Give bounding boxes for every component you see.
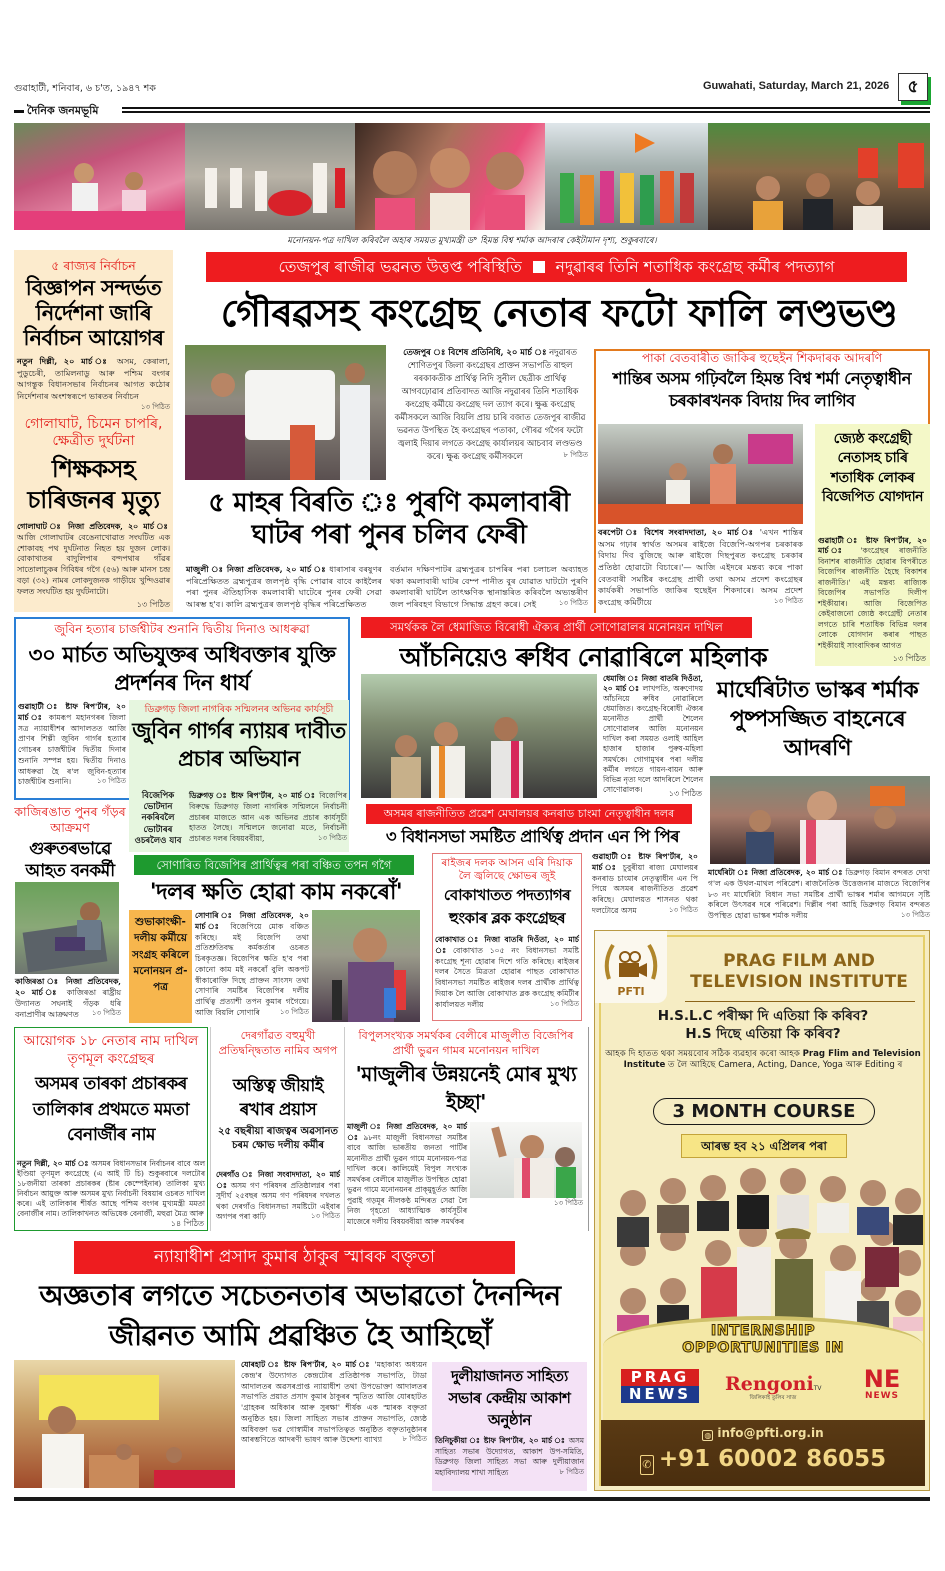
lead-photo — [185, 345, 386, 480]
npp-headline: ৩ বিধানসভা সমষ্টিত প্ৰাৰ্থিত্ব প্ৰদান এন পি পিৰ — [385, 827, 680, 846]
golaghat-text: আজি গোলাঘাটৰ বেঙেনাখোৱাত সংঘটিত এক শোকাবহ পথ দুৰ্ঘটনাত নিহত হয় দুজন লোক। বোকাখাতৰ বাদুলিপাৰ বন্দপথাৰ গাঁৱৰ সাতোলাচুকৰ গিবিধৰ গগৈ (৫৬) আৰু মানস চন্দ্ৰ বড়া (৩২) নামৰ লোকদুজনক গাড়ীয়ে খুন্দিওৱাৰ ফলত সংঘটিত হয় দুৰ্ঘটনাটো। — [17, 532, 170, 596]
zubeen-court-dateline: গুৱাহাটী ঃ ষ্টাফ ৰিপ'ৰ্টাৰ, ২০ মাৰ্চ ঃ — [18, 702, 126, 722]
barpeta-photo — [598, 424, 803, 524]
continued-label: ১৩ পিঠিত — [549, 999, 579, 1008]
rengoni-logo-text: Rengoni — [725, 1373, 814, 1395]
margherita-dateline: মাৰ্ঘেৰিটা ঃ নিজা প্ৰতিবেদক, ২০ মাৰ্চ ঃ — [708, 868, 843, 877]
tmc-body — [17, 1159, 205, 1217]
zubeen-court-kicker: জুবিন হত্যাৰ চাৰ্জশ্বীটৰ শুনানি দ্বিতীয় দিনাও আধৰুৱা — [54, 622, 310, 636]
column-rule — [210, 1027, 211, 1231]
photo-rally-2 — [185, 123, 355, 230]
page-bottom-rule — [14, 1497, 930, 1501]
barpeta-body — [598, 527, 803, 611]
election-ads-kicker: ৫ ৰাজ্যৰ নিৰ্বাচন — [51, 258, 136, 273]
rengoni-tv-text: TV — [813, 1385, 822, 1392]
golaghat-headline: শিক্ষকসহ চাৰিজনৰ মৃত্যু — [27, 455, 160, 515]
dhemaji-banner: সমৰ্থকক লৈ ধেমাজিত বিৰোধী ঐক্যৰ প্ৰাৰ্থী সোণোৱালৰ মনোনয়ন দাখিল — [361, 617, 752, 638]
agp-subhead: ২৫ বছৰীয়া ৰাজত্বৰ অৱসানত চৰম ক্ষোভ দলীয় কৰ্মীৰ — [217, 1126, 339, 1151]
duliajan-headline: দুলীয়াজানত সাহিত্য সভাৰ কেন্দ্ৰীয় আকাশ অনুষ্ঠান — [448, 1367, 571, 1429]
dhemaji-photo — [361, 674, 597, 798]
sonari-dateline: সোণাৰি ঃ নিজা প্ৰতিবেদক, ২০ মাৰ্চ ঃ — [195, 911, 309, 931]
ne-news-logo-top: NE — [863, 1365, 901, 1393]
dhemaji-dateline: ধেমাজি ঃ নিজা বাতৰি দিওঁতা, ২০ মাৰ্চ ঃ — [603, 674, 703, 694]
duliajan-body — [435, 1436, 584, 1490]
ferry-body-col1 — [186, 564, 382, 612]
sonari-text: বিজেপিয়ে মোক বঞ্চিত কৰিছে। মই বিজেপি তথা প্ৰতিশ্ৰুতিবদ্ধ কৰ্মকৰ্তাৰ ওচৰত চিৰকৃতজ্ঞ। বিজেপিৰ ক্ষতি হ'ব পৰা কোনো কাম মই নকৰোঁ বুলি অকপট স্বীকাৰোক্তি দিছে প্ৰাক্তন সাংসদ তথা সোণাৰি সমষ্টিৰ বিজেপিৰ দলীয় প্ৰাৰ্থিত্ব প্ৰত্যাশী তপন কুমাৰ গগৈয়ে। আজি বিয়লি সোণাৰি — [195, 921, 310, 1018]
barpeta-dateline: বৰপেটা ঃ বিশেষ সংবাদদাতা, ২০ মাৰ্চ ঃ — [598, 527, 756, 537]
ne-news-logo-bottom: NEWS — [864, 1391, 900, 1401]
dhemaji-headline: আঁচনিয়েও ৰুধিব নোৱাৰিলে মহিলাক — [399, 643, 768, 673]
date-english: Guwahati, Saturday, March 21, 2026 — [703, 80, 890, 92]
duliajan-dateline: তিনিচুকীয়া ঃ ষ্টাফ ৰিপ'ৰ্টাৰ, ২০ মাৰ্চ ঃ — [435, 1436, 566, 1445]
square-bullet-icon — [533, 261, 545, 273]
prag-news-logo-top: PRAG — [621, 1369, 699, 1386]
lead-body — [392, 346, 588, 482]
continued-label: ৮ পিঠিত — [559, 1467, 584, 1476]
ad-internship-line1: INTERNSHIP — [710, 1323, 816, 1339]
zubeen-campaign-dateline: ডিব্ৰুগড় ঃ ষ্টাফ ৰিপ'ৰ্টাৰ, ২০ মাৰ্চ ঃ — [189, 791, 316, 800]
photo-rally-1 — [14, 123, 185, 230]
duliajan-text: অসম সাহিত্য সভাৰ উদ্যোগত, আকাশ উপ-সমিতি, ডিব্ৰুগড় জিলা সাহিত্য সভা আৰু দুলীয়াজান মহাবিদ্যালয় শাখা সাহিত্য — [435, 1436, 585, 1477]
sonari-photo — [312, 910, 420, 1022]
npp-body — [592, 852, 698, 926]
continued-label: ১৩ পিঠিত — [773, 596, 803, 605]
continued-label: ১৩ পিঠিত — [96, 777, 126, 786]
ferry-text-1: ধাৰাসাৰ বৰষুণৰ পৰিপ্ৰেক্ষিতত ব্ৰহ্মপুত্ৰৰ জলপৃষ্ঠ বৃদ্ধি পোৱাৰ বাবে কাইলৈৰ পৰা পুনৰ ঐতিহাসিক কমলাবাৰী ঘাটেৰে পুনৰ ফেৰী সেৱা আৰম্ভ হ'ব। কালি ব্ৰহ্মপুত্ৰৰ জলপৃষ্ঠ বৃদ্ধিৰ পৰিপ্ৰেক্ষিতত — [186, 564, 383, 609]
dhemaji-text: লাখপতি, অৰুণোদয় আঁচনিয়ে ৰুধিব নোৱাৰিলে ধেমাজিত। কংগ্ৰেছ-বিৰোধী ঐক্যৰ মনোনীত প্ৰাৰ্থী শৈলেন সোণোৱালৰ আজি মনোনয়ন দাখিল কৰা সময়ত ওলাই আহিল হাজাৰ হাজাৰ পুৰুষ-মহিলা সমৰ্থকে। গোগামুখৰ পৰা দলীয় কৰ্মীৰ লগতে গায়ন-বায়ন আৰু বিভিন্ন নৃত্য দলে আদৰিলে শৈলেন সোণোৱালক। — [603, 684, 703, 794]
zubeen-campaign-headline: জুবিন গাৰ্গৰ ন্যায়ৰ দাবীত প্ৰচাৰ অভিযান — [132, 719, 346, 772]
majuli-photo — [470, 1122, 582, 1198]
ad-description-prefix: আহক দি হাতত থকা সময়বোৰ সঠিক ব্যৱহাৰ কৰো আহক — [605, 1049, 800, 1059]
photo-rally-5 — [708, 123, 930, 230]
continued-label: ১৩ পিঠিত — [558, 598, 588, 607]
npp-dateline: গুৱাহাটী ঃ ষ্টাফ ৰিপ'ৰ্টাৰ, ২০ মাৰ্চ ঃ — [592, 852, 698, 872]
barpeta-headline: শান্তিৰ অসম গঢ়িবলৈ হিমন্ত বিশ্ব শৰ্মা নেতৃত্বাধীন চৰকাৰখনক বিদায় দিব লাগিব — [613, 369, 911, 411]
ad-title-line1: PRAG FILM AND — [723, 951, 875, 971]
phone-icon: ✆ — [640, 1455, 654, 1475]
photo-rally-3 — [355, 123, 545, 230]
ad-title — [671, 951, 927, 994]
golaghat-continued-label: ১৩ পিঠিত — [136, 600, 170, 609]
npp-banner: অসমৰ ৰাজনীতিত প্ৰৱেশ মেঘালয়ৰ কনৰাড চাংমা নেতৃত্বাধীন দলৰ — [366, 804, 692, 824]
margherita-photo — [710, 776, 930, 864]
tmc-kicker: আয়োগক ১৮ নেতাৰ নাম দাখিল তৃণমূল কংগ্ৰেছৰ — [23, 1033, 199, 1068]
agp-kicker: দেৰগাঁৱত বহুমুখী প্ৰতিদ্বন্দ্বিতাত নামিব অগপ — [218, 1029, 338, 1058]
lecture-body — [241, 1360, 427, 1488]
tmc-headline: অসমৰ তাৰকা প্ৰচাৰকৰ তালিকাৰ প্ৰথমতে মমতা বেনাৰ্জীৰ নাম — [32, 1074, 190, 1145]
kaziranga-kicker: কাজিৰঙাত পুনৰ গঁড়ৰ আক্ৰমণ — [14, 804, 126, 836]
continued-label: ১৩ পিঠিত — [279, 1008, 309, 1017]
bjp-joining-body — [818, 536, 927, 652]
ad-internship-heading — [595, 1323, 931, 1358]
continued-label: ১৩ পিঠিত — [317, 834, 347, 843]
lead-headline: গৌৰৱসহ কংগ্ৰেছ নেতাৰ ফটো ফালি লণ্ডভণ্ড — [220, 291, 898, 335]
lecture-photo — [14, 1360, 235, 1488]
continued-label: ১৩ পিঠিত — [553, 1199, 583, 1207]
ad-phone[interactable]: +91 60002 86055 — [658, 1446, 887, 1472]
golaghat-body — [17, 522, 170, 598]
election-ads-text: অসম, কেৰালা, পুডুচেৰী, তামিলনাডু আৰু পশ্চিম বংগৰ আগন্তুক বিধানসভাৰ নিৰ্বাচনৰ আগত কঠোৰ নিৰ্দেশনাৰ অংশস্বৰূপে ভাৰতৰ নিৰ্বাচন — [17, 356, 170, 401]
election-ads-headline: বিজ্ঞাপন সন্দৰ্ভত নিৰ্দেশনা জাৰি নিৰ্বাচন আয়োগৰ — [23, 276, 164, 351]
prag-news-logo-bottom: NEWS — [621, 1386, 699, 1403]
bokakhat-kicker: ৰাইজৰ দলক আসন এৰি দিয়াক লৈ জ্বলিছে ক্ষোভৰ জুই — [441, 857, 573, 882]
golaghat-dateline: গোলাঘাট ঃ নিজা প্ৰতিবেদক, ২০ মাৰ্চ ঃ — [17, 522, 170, 531]
bjp-joining-continued-label: ১৩ পিঠিত — [892, 654, 926, 663]
zubeen-campaign-kicker: ডিব্ৰুগড় জিলা নাগৰিক সন্মিলনৰ অভিনৱ কাৰ্যসূচী — [144, 704, 334, 715]
ad-internship-line2: OPPORTUNITIES IN — [682, 1340, 844, 1357]
bokakhat-body — [435, 935, 579, 1019]
ferry-text-2: বৰ্তমান দক্ষিণপাটৰ ব্ৰহ্মপুত্ৰৰ চাপৰিৰ পৰা চলাচল অব্যাহত থকা কমলাবাৰী ঘাটৰ বেম্প পানীত বুৰ যোৱাত ঘাটটো পুৰণি কমলাবাৰী ঘাটলৈ তাৎক্ষণিক স্থানান্তৰিত কৰিবলৈ অভ্যন্তৰীণ জল পৰিবহণ বিভাগে সিদ্ধান্ত গ্ৰহণ কৰে। সেই — [390, 564, 588, 609]
masthead-rule-2 — [122, 111, 930, 113]
sonari-banner: সোণাৰিত বিজেপিৰ প্ৰাৰ্থিত্বৰ পৰা বঞ্চিত তপন গগৈ — [134, 855, 414, 875]
kaziranga-dateline: কাজিৰঙা ঃ নিজা প্ৰতিবেদক, ২০ মাৰ্চ ঃ — [15, 977, 121, 998]
ad-email[interactable]: info@pfti.org.in — [717, 1426, 824, 1440]
sonari-body — [195, 911, 309, 1023]
ferry-dateline: মাজুলী ঃ নিজা প্ৰতিবেদক, ২০ মাৰ্চ ঃ — [186, 564, 327, 574]
bjp-joining-headline: জ্যেষ্ঠ কংগ্ৰেছী নেতাসহ চাৰি শতাধিক লোকৰ বিজেপিত যোগদান — [821, 431, 924, 505]
ferry-headline: ৫ মাহৰ বিৰতি ঃ পুৰণি কমলাবাৰী ঘাটৰ পৰা পুনৰ চলিব ফেৰী — [208, 488, 570, 550]
bokakhat-dateline: বোকাখাত ঃ নিজা বাতৰি দিওঁতা, ২০ মাৰ্চ ঃ — [435, 935, 579, 955]
column-rule — [344, 1027, 345, 1231]
photo-strip-caption: মনোনয়ন-পত্ৰ দাখিল কৰিবলৈ অহাৰ সময়ত মুখ্যমন্ত্ৰী ড° হিমন্ত বিশ্ব শৰ্মাক আদৰাৰ কেইটামান দৃশ্য, শুকুৰবাৰে। — [287, 236, 657, 246]
ad-course-badge: 3 MONTH COURSE — [653, 1098, 875, 1125]
ne-news-logo — [857, 1367, 907, 1401]
sonari-headline: 'দলৰ ক্ষতি হোৱা কাম নকৰোঁ' — [149, 880, 403, 905]
majuli-body-2 — [347, 1199, 583, 1231]
masthead-rule-left — [14, 110, 24, 113]
lead-banner — [206, 252, 907, 282]
bjp-joining-text: 'কংগ্ৰেছৰ ৰাজনীতি বিনাশৰ ৰাজনীতি হোৱাৰ বিপৰীতে বিজেপিৰ ৰাজনীতি হৈছে বিকাশৰ ৰাজনীতি।' এই মন্তব্য ৰাজ্যিক বিজেপিৰ সভাপতি দিলীপ শইকীয়াৰ। আজি বিজেপিত কেইবাজনো জ্যেষ্ঠ কংগ্ৰেছী নেতাৰ লগতে চাৰি শতাধিক বিভিন্ন দলৰ লোকে যোগদান কৰাৰ পাছত শইকীয়াই সাংবাদিকৰ আগত — [818, 546, 928, 650]
majuli-headline: 'মাজুলীৰ উন্নয়নেই মোৰ মুখ্য ইচ্ছা' — [355, 1062, 577, 1114]
npp-text: চুবুৰীয়া ৰাজ্য মেঘালয়ৰ কনৰাড চাংমাৰ নেতৃত্বাধীন এন পি পিয়ে অসমৰ ৰাজনীতিত প্ৰৱেশ কৰিছে। মেঘালয়ত শাসনত থকা দলটোৱে অসম — [592, 862, 698, 915]
masthead-rule — [122, 107, 930, 109]
agp-dateline: দেৰগাঁও ঃ নিজা সংবাদদাতা, ২০ মাৰ্চ ঃ — [216, 1170, 340, 1190]
pfti-logo — [595, 931, 667, 1003]
zubeen-court-body — [18, 702, 126, 798]
bjp-joining-dateline: গুৱাহাটী ঃ ষ্টাফ ৰিপ'ৰ্টাৰ, ২০ মাৰ্চ ঃ — [818, 536, 927, 556]
ad-contact-panel — [601, 1420, 925, 1486]
pfti-logo-text: PFTI — [617, 985, 645, 998]
ad-phone-row[interactable] — [601, 1446, 925, 1475]
majuli-text: ৯৮নং মাজুলী বিধানসভা সমষ্টিৰ বাবে আজি ভাৰতীয় জনতা পাৰ্টিৰ মনোনীত প্ৰাৰ্থী ভুৱন গামে মনোনয়ন-পত্ৰ দাখিল কৰে। কালিয়েই বিপুল সংখ্যক সমৰ্থকৰ বেলীৰে মাজুলীত উপস্থিত হোৱা ভুৱন গামে মনোনয়নৰ প্ৰাক্‌মুহূৰ্তত আজি পুৱাই গড়মূৰ নীলকণ্ঠ মন্দিৰত সেৱা লৈ নিজ গৃহতো আধ্যাত্মিক কাৰ্যসূচীৰ মাজেৰে দলীয় বিষয়ববীয়া আৰু সমৰ্থকৰ — [347, 1132, 467, 1226]
barpeta-kicker: পাকা বেতবাৰীত জাকিৰ হুছেইন শিকদাৰক আদৰণি — [641, 351, 883, 365]
ad-question-2: H.S দিছে এতিয়া কি কৰিব? — [685, 1026, 841, 1043]
election-ads-body — [17, 356, 170, 412]
kaziranga-photo — [15, 882, 119, 974]
barpeta-text: 'এখন শান্তিৰ অসম গঢ়াৰ স্বাৰ্থত অসমৰ ৰাইজে বিজেপি-অগপৰ চৰকাৰক বিদায় দিব বুজিছে আৰু ৰাইজে দিছপুৰত কংগ্ৰেছ চৰকাৰ প্ৰতিষ্ঠা হোৱাটো বিচাৰে।'— আজি এইদৰে মন্তব্য কৰে পাকা বেতবাৰী সমষ্টিৰ কংগ্ৰেছ প্ৰাৰ্থী তথা অসম প্ৰদেশ কংগ্ৰেছৰ কাৰ্যকৰী সভাপতি জাকিৰ হুছেইন শিকদাৰে। অসম প্ৰদেশ কংগ্ৰেছ কমিটীয়ে — [598, 527, 803, 607]
rengoni-tagline: জিলিকাই তুলিব সাজ — [749, 1395, 797, 1401]
continued-label: ১৩ পিঠিত — [668, 905, 698, 914]
lead-text: নদুৱাৰত শোণিতপুৰ জিলা কংগ্ৰেছৰ প্ৰাক্তন সভাপতি ৰাহুল ৰৰকাকতীক প্ৰাৰ্থিত্ব নিদি সুনীল ছেত্ৰীক প্ৰাৰ্থিত্ব আগবঢ়োৱাৰ প্ৰতিবাদত আজি নদুৱাৰৰ তিনি শতাধিক কংগ্ৰেছ কৰ্মীয়ে কংগ্ৰেছ দল ত্যাগ কৰে। ক্ষুব্ধ কংগ্ৰেছ কৰ্মীসকলে আজি বিয়লি প্ৰায় চাৰি বজাত তেজপুৰ ৰাজীৱ ভৱনত উপস্থিত হৈ কংগ্ৰেছৰ পতাকা, গৌৰৱ গগৈৰ ফটো জ্বলাই দিয়াৰ লগতে কংগ্ৰেছ কাৰ্যালয়ৰ আচবাব লণ্ডভণ্ড কৰে। ক্ষুব্ধ কংগ্ৰেছ কৰ্মীসকলে — [394, 347, 586, 462]
continued-label: ১৩ পিঠিত — [140, 402, 170, 411]
ad-start-date: আৰম্ভ হব ২১ এপ্ৰিলৰ পৰা — [681, 1134, 847, 1158]
zubeen-court-text: কামৰূপ মহানগৰৰ জিলা সত্ৰ ন্যায়াধীশৰ আদালতত আজি প্ৰাণৰ শিল্পী জুবিন গাৰ্গৰ হত্যাৰ গোচৰৰ চাৰ্জশ্বীটৰ দ্বিতীয় দিনাৰ শুনানি সম্পন্ন হয়। দ্বিতীয় দিনাও আধৰুৱা হৈ ৰ'ল জুবিন-হত্যাৰ চাৰ্জশ্বীটৰ শুনানি। — [18, 712, 127, 787]
agp-text: অসম গণ পৰিষদৰ প্ৰতিষ্ঠালগ্নৰ পৰা সুদীৰ্ঘ ২৫বছৰ অসম গণ পৰিষদৰ দখলত থকা দেৰগাঁও বিধানসভা সমষ্টিটো এইবাৰ অগপৰ পৰা কাঢ়ি — [216, 1180, 340, 1222]
lead-banner-right: নদুৱাৰৰ তিনি শতাধিক কংগ্ৰেছ কৰ্মীৰ পদত্যাগ — [555, 258, 835, 276]
agp-body — [216, 1170, 340, 1232]
margherita-text: ডিব্ৰুগড় বিমান বন্দৰত দেখা গ'ল এক উথল-মাথল পৰিৱেশ। ৰাজনৈতিক উত্তেজনাৰ মাজতে বিজেপিৰ ৮৩ নং মাৰ্ঘেৰিটা বিধান সভা সমষ্টিৰ প্ৰাৰ্থী ভাস্কৰ শৰ্মাৰ আগমনে সৃষ্টি কৰিলে উৎসৱৰ দৰে পৰিৱেশ। দিল্লীৰ পৰা আহি ডিব্ৰুগড় বিমান বন্দৰত উপস্থিত হোৱা ভাস্কৰ শৰ্মাক দলীয় — [708, 868, 930, 921]
majuli-kicker: বিপুলসংখ্যক সমৰ্থকৰ বেলীৰে মাজুলীত বিজেপিৰ প্ৰাৰ্থী ভুৱন গামৰ মনোনয়ন দাখিল — [358, 1029, 574, 1058]
ad-description — [605, 1049, 921, 1071]
tmc-text: অসমৰ বিধানসভাৰ নিৰ্বাচনৰ বাবে অল ইণ্ডিয়া তৃণমূল কংগ্ৰেছে (এ আই টি চি) শুকুৰবাৰে দলটোৰ ১৮জনীয়া তাৰকা প্ৰচাৰকৰ (ষ্টাৰ কেম্পেইনাৰ) তালিকা মুখ্য নিৰ্বাচন আয়ুক্ত আৰু অসমৰ মুখ্য নিৰ্বাচনী বিষয়াৰ ওচৰত দাখিল কৰে। এই তালিকাৰ শীৰ্ষত আছে পশ্চিম বংগৰ মুখ্যমন্ত্ৰী মমতা বেনাৰ্জীৰ নাম। তালিকাখনত অভিষেক বেনাৰ্জী, মহুৱা মৈত্ৰ আৰু — [17, 1159, 205, 1218]
zubeen-campaign-side-note: বিজেপিক ভোটদান নকৰিবলৈ ভোটাৰৰ ওচৰলৈও যাব — [134, 791, 182, 846]
margherita-body — [708, 868, 930, 926]
paper-name: দৈনিক জনমভূমি — [27, 104, 99, 117]
kaziranga-headline: গুৰুতৰভাৱে আহত বনকৰ্মী — [25, 839, 115, 882]
continued-label: ১৩ পিঠিত — [91, 1009, 121, 1018]
kaziranga-text: কাজিৰঙা ৰাষ্ট্ৰীয় উদ্যানত সঘনাই গঁড়ক ধৰি বনাপ্ৰাণীৰ আক্ৰমণত — [15, 988, 121, 1020]
sonari-side-note-box — [129, 910, 192, 1023]
prag-news-logo — [621, 1369, 699, 1403]
globe-icon: ◍ — [702, 1430, 713, 1441]
bokakhat-headline: বোকাখাতত পদত্যাগৰ হুংকাৰ ব্লক কংগ্ৰেছৰ — [443, 886, 571, 927]
rengoni-logo — [725, 1373, 821, 1403]
continued-label: ১৩ পিঠিত — [900, 911, 930, 920]
election-ads-dateline: নতুন দিল্লী, ২০ মাৰ্চ ঃ — [17, 356, 111, 366]
sonari-side-note: শুভাকাংক্ষী-দলীয় কৰ্মীয়ে সংগ্ৰহ কৰিলে মনোনয়ন প্ৰ-পত্ৰ — [132, 916, 189, 994]
photo-rally-4 — [545, 123, 708, 230]
zubeen-campaign-body — [189, 791, 347, 849]
ad-divider — [685, 1001, 915, 1002]
lecture-text: 'মহাকাব্য অধ্যয়ন কেন্দ্ৰ'ৰ উদ্যোগত কেন্দ্ৰটোৰ প্ৰতিষ্ঠাপক সভাপতি, টাডা আদালতৰ অৱসৰপ্ৰাপ্ত ন্যায়াধীশ তথা উপভোক্তা আদালতৰ সভাপতি প্ৰয়াত প্ৰসাদ কুমাৰ ঠাকুৰৰ স্মৃতিত আজি যোৰহাটত 'গ্ৰাহকৰ অধিকাৰ আৰু সুৰক্ষা' শীৰ্ষক এক স্মাৰক বক্তৃতা অনুষ্ঠিত হয়। জিলা সাহিত্য সভাৰ প্ৰাক্তন সভাপতি, জ্যেষ্ঠ অধিবক্তা ভৱ গোস্বামীৰ সভাপতিত্বত অনুষ্ঠিত বক্তৃতানুষ্ঠানৰ আৰম্ভণিতে আদৰণী ভাষণ আৰু উদ্দেশ্য ব্যাখ্যা — [241, 1360, 427, 1445]
bokakhat-text: বোকাখাত ১০৫ নং বিধানসভা সমষ্টি কংগ্ৰেছ শূন্য হোৱাৰ দিশে গতি কৰিছে। ৰাইজৰ দলৰ সৈতে মিত্ৰতা হোৱাৰ পাছত বোকাখাত বিধানসভা সমষ্টিত ৰাইজৰ দলৰ প্ৰাৰ্থীক প্ৰাৰ্থিত্ব দিয়াক লৈ আজি বোকাখাত ব্লক কংগ্ৰেছ কমিটীৰ কাৰ্যালয়ত দলীয় — [435, 945, 579, 1009]
lead-banner-left: তেজপুৰ ৰাজীৱ ভৱনত উত্তপ্ত পৰিস্থিতি — [278, 258, 522, 276]
zubeen-campaign-text: বিজেপিৰ বিৰুদ্ধে ডিব্ৰুগড় জিলা নাগৰিক সন্মিলনে নিৰ্বাচনী প্ৰচাৰৰ মাজতে আন এক অভিনৱ প্ৰচাৰ কাৰ্যসূচী হাতত লৈছে। সন্মিলনে জনোৱা মতে, নিৰ্বাচনী প্ৰচাৰত দলৰ বিষয়ববীয়া, — [189, 791, 347, 844]
ad-description-brand: Prag Flim and Television Institute — [623, 1049, 921, 1071]
tmc-continued-label: ১৪ পিঠিত — [170, 1219, 204, 1228]
ad-description-suffix: ত লৈ আহিছে Camera, Acting, Dance, Yoga আৰু Editing ৰ — [668, 1060, 903, 1071]
continued-label: ৮ পিঠিত — [563, 451, 588, 460]
dhemaji-continued-label: ১৩ পিঠিত — [668, 789, 702, 798]
zubeen-court-headline: ৩০ মাৰ্চত অভিযুক্তৰ অধিবক্তাৰ যুক্তি প্ৰদৰ্শনৰ দিন ধাৰ্য — [28, 643, 336, 696]
lead-dateline: তেজপুৰ ঃ বিশেষ প্ৰতিনিধি, ২০ মাৰ্চ ঃ — [403, 347, 547, 357]
ad-email-row[interactable] — [601, 1426, 925, 1441]
ad-questions — [595, 1007, 931, 1043]
kaziranga-body — [15, 976, 121, 1020]
margherita-headline: মাৰ্ঘেৰিটাত ভাস্কৰ শৰ্মাক পুষ্পসজ্জিত বাহনেৰে আদৰণি — [716, 678, 919, 762]
majuli-dateline: মাজুলী ঃ নিজা প্ৰতিবেদক, ২০ মাৰ্চ ঃ — [347, 1122, 467, 1142]
tmc-dateline: নতুন দিল্লী, ২০ মাৰ্চ ঃ — [17, 1159, 89, 1168]
ad-question-1: H.S.L.C পৰীক্ষা দি এতিয়া কি কৰিব? — [657, 1008, 869, 1024]
page-number-box — [898, 73, 928, 101]
pfti-advertisement[interactable] — [594, 930, 930, 1491]
continued-label: ১৩ পিঠিত — [310, 1212, 340, 1221]
golaghat-kicker: গোলাঘাট, চিমেন চাপৰি, ক্ষেত্ৰীত দুৰ্ঘটনা — [24, 416, 163, 449]
lecture-headline: অজ্ঞতাৰ লগতে সচেতনতাৰ অভাৱতো দৈনন্দিন জীৱনত আমি প্ৰৱঞ্চিত হৈ আহিছোঁ — [39, 1279, 561, 1352]
lecture-dateline: যোৰহাট ঃ ষ্টাফ ৰিপ'ৰ্টাৰ, ২০ মাৰ্চ ঃ — [241, 1360, 371, 1369]
agp-headline: অস্তিত্ব জীয়াই ৰখাৰ প্ৰয়াস — [232, 1076, 324, 1120]
column-rule — [588, 1027, 589, 1231]
continued-label: ৮ পিঠিত — [402, 1435, 427, 1444]
date-assamese: গুৱাহাটী, শনিবাৰ, ৬ চ'ত, ১৯৪৭ শক — [14, 83, 156, 94]
ad-title-line2: TELEVISION INSTITUTE — [690, 972, 908, 993]
lecture-banner: ন্যায়াধীশ প্ৰসাদ কুমাৰ ঠাকুৰ স্মাৰক বক্তৃতা — [74, 1241, 515, 1274]
majuli-body — [347, 1122, 467, 1226]
ad-people-collage — [603, 1163, 923, 1331]
ferry-body-col2 — [390, 564, 588, 612]
page-number: ৫ — [907, 77, 919, 97]
